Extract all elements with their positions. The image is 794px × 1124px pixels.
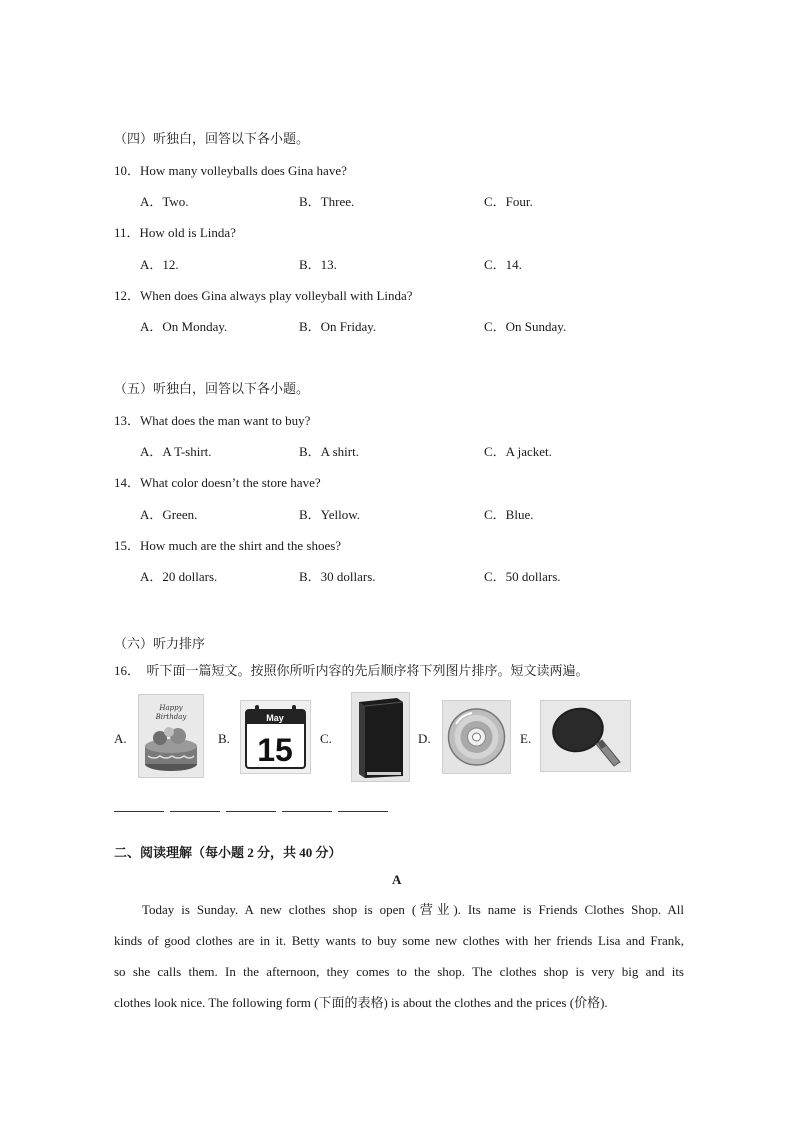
- cake-text-birthday: Birthday: [155, 713, 187, 721]
- passage-line-4: clothes look nice. The following form (下面的表格) is about the clothes and the prices (价格).: [114, 995, 608, 1010]
- question-10-stem: 10．How many volleyballs does Gina have?: [114, 163, 347, 178]
- question-12-option-c: C．On Sunday.: [484, 319, 567, 334]
- ping-pong-paddle-icon: [540, 700, 631, 772]
- picture-b-letter: B.: [218, 731, 230, 746]
- question-13-option-a: A．A T-shirt.: [140, 444, 212, 459]
- section-4-heading: （四）听独白，回答以下各小题。: [114, 131, 310, 146]
- question-15-option-a: A．20 dollars.: [140, 569, 218, 584]
- question-10-option-b: B．Three.: [299, 194, 355, 209]
- cake-text-happy: Happy: [159, 704, 183, 712]
- picture-a-letter: A.: [114, 731, 127, 746]
- question-16-instruction: 16． 听下面一篇短文。按照你所听内容的先后顺序将下列图片排序。短文读两遍。: [114, 663, 589, 678]
- question-10-option-c: C．Four.: [484, 194, 533, 209]
- part-2-heading: 二、阅读理解（每小题 2 分，共 40 分）: [114, 845, 342, 860]
- picture-c-letter: C.: [320, 731, 332, 746]
- book-icon: [351, 692, 410, 782]
- question-11-option-a: A．12.: [140, 257, 179, 272]
- question-12-option-b: B．On Friday.: [299, 319, 377, 334]
- question-11-option-c: C．14.: [484, 257, 522, 272]
- question-14-option-a: A．Green.: [140, 507, 198, 522]
- answer-blank-4[interactable]: [282, 811, 332, 812]
- picture-e-letter: E.: [520, 731, 532, 746]
- birthday-cake-icon: [138, 694, 204, 778]
- question-13-option-b: B．A shirt.: [299, 444, 359, 459]
- picture-d-letter: D.: [418, 731, 431, 746]
- passage-title: A: [392, 872, 402, 887]
- question-11-stem: 11．How old is Linda?: [114, 225, 236, 240]
- question-15-option-b: B．30 dollars.: [299, 569, 376, 584]
- passage-line-1: Today is Sunday. A new clothes shop is open (营业). Its name is Friends Clothes Shop. All: [142, 902, 684, 917]
- question-10-option-a: A．Two.: [140, 194, 189, 209]
- question-11-option-b: B．13.: [299, 257, 337, 272]
- question-13-option-c: C．A jacket.: [484, 444, 552, 459]
- calendar-day: 15: [257, 732, 293, 768]
- cd-icon: [442, 700, 511, 774]
- passage-line-2: kinds of good clothes are in it. Betty wants to buy some new clothes with her friends Lisa and Frank,: [114, 933, 684, 948]
- question-14-option-b: B．Yellow.: [299, 507, 361, 522]
- calendar-month: May: [266, 713, 284, 723]
- answer-blank-1[interactable]: [114, 811, 164, 812]
- passage-paragraph: [114, 894, 684, 1018]
- section-5-heading: （五）听独白，回答以下各小题。: [114, 381, 310, 396]
- answer-blank-2[interactable]: [170, 811, 220, 812]
- calendar-icon: [240, 700, 311, 774]
- passage-line-3: so she calls them. In the afternoon, they comes to the shop. The clothes shop is very big and its: [114, 964, 684, 979]
- question-12-stem: 12．When does Gina always play volleyball with Linda?: [114, 288, 413, 303]
- section-6-heading: （六）听力排序: [114, 636, 206, 651]
- question-14-option-c: C．Blue.: [484, 507, 534, 522]
- answer-blank-3[interactable]: [226, 811, 276, 812]
- question-12-option-a: A．On Monday.: [140, 319, 228, 334]
- question-14-stem: 14．What color doesn’t the store have?: [114, 475, 321, 490]
- question-15-stem: 15．How much are the shirt and the shoes?: [114, 538, 342, 553]
- question-13-stem: 13．What does the man want to buy?: [114, 413, 311, 428]
- answer-blank-5[interactable]: [338, 811, 388, 812]
- question-15-option-c: C．50 dollars.: [484, 569, 561, 584]
